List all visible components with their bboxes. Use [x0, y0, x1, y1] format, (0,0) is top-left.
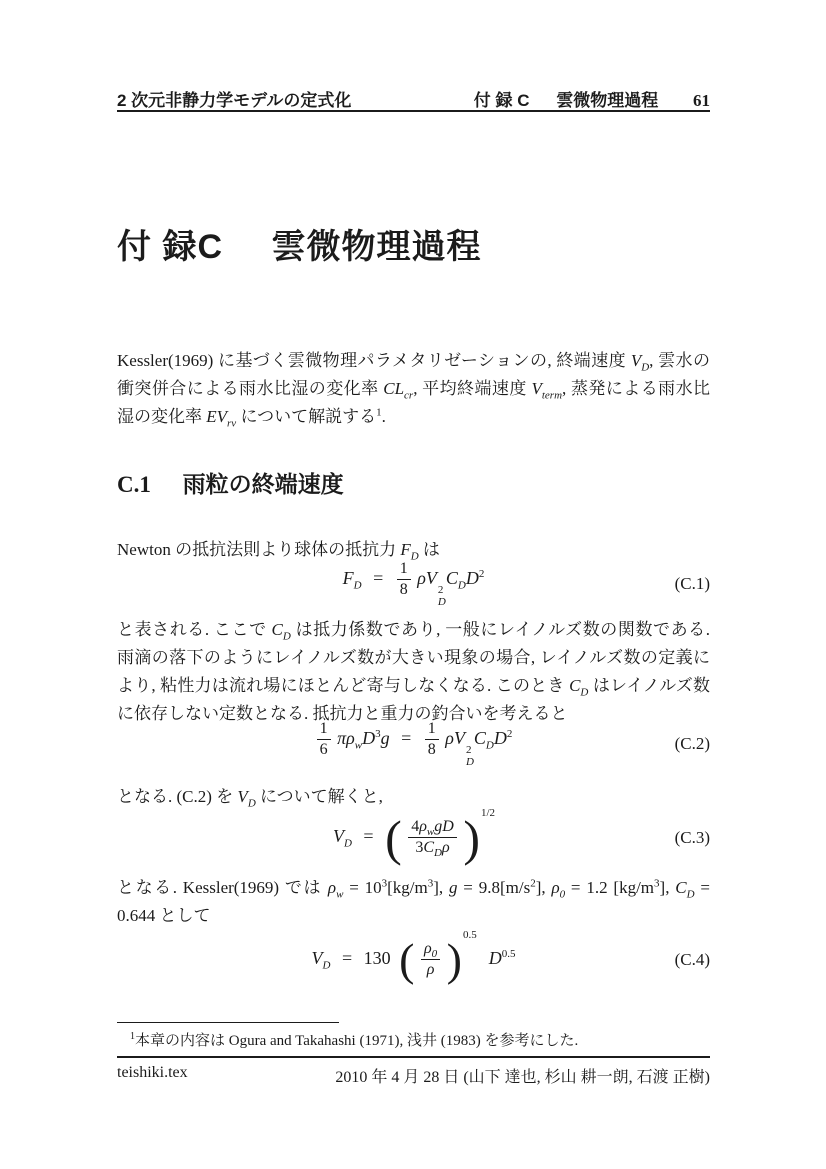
paragraph-newton: Newton の抵抗法則より球体の抵抗力 $F_D$ は — [117, 540, 440, 563]
math-equals: = — [401, 728, 412, 749]
equation-label: (C.1) — [674, 574, 710, 593]
section-title: 雨粒の終端速度 — [182, 471, 344, 497]
math-sub: w — [354, 740, 363, 753]
equation-c4 — [117, 928, 710, 992]
math-sub: D — [457, 580, 466, 593]
math-var: π — [337, 728, 347, 749]
math-var: C — [445, 568, 458, 589]
fraction — [408, 817, 457, 859]
paragraph-drag-coefficient: と表される. ここで $C_D$ は抵力係数であり, 一般にレイノルズ数の関数である. 雨滴の落下のようにレイノルズ数が大きい現象の場合, レイノルズ数の定義により, 粘性力は流れ場にほとんど寄与しなくなる. このとき $C_D$ はレイノルズ数に依存しない定数となる. 抵抗力と重力の釣合いを考えると — [117, 620, 710, 723]
section-heading — [117, 466, 344, 499]
fraction-numerator: $\rho_0$ — [423, 940, 438, 961]
fraction-numerator: 1 — [319, 720, 328, 738]
header-page-number: 61 — [693, 91, 710, 110]
fraction-numerator: $4\rho_wgD$ — [411, 818, 454, 839]
math-var: D — [362, 728, 376, 749]
paragraph-solve: となる. (C.2) を $V_D$ について解くと, — [117, 787, 383, 810]
equation-label: (C.2) — [674, 734, 710, 753]
footer-filename: teishiki.tex — [117, 1064, 188, 1081]
page-footer — [117, 1064, 710, 1087]
math-equals: = — [363, 826, 374, 847]
math-var: ρ — [346, 728, 355, 749]
math-equals: = — [341, 948, 353, 969]
math-var: V — [332, 826, 344, 847]
equation-c2-body — [315, 719, 513, 768]
math-var: V — [311, 948, 323, 969]
footnote-rule — [117, 1022, 339, 1023]
math-supsub: 2 D — [465, 744, 474, 769]
math-sub: D — [353, 580, 362, 593]
fraction-denominator: $3C_D\rho$ — [408, 837, 457, 859]
fraction-denominator: 8 — [397, 579, 411, 601]
math-var: V — [425, 568, 437, 589]
header-right — [474, 86, 710, 111]
equation-label: (C.3) — [674, 828, 710, 847]
equation-c3-body: $V_D$ = ( $\frac{4\rho_wgD}{3C_D\rho}$ )$^{1/2}$ — [332, 807, 496, 866]
paragraph-kessler-constants: となる. Kessler(1969) では $\rho_w = 10^3[kg/m^3]$, $g = 9.8[m/s^2]$, $\rho_0 = 1.2$ $[kg/m^3]$, $C_D = 0.644$ として — [117, 877, 710, 925]
math-sup: 3 — [375, 728, 381, 741]
section-number: C.1 — [117, 472, 151, 497]
equation-label: (C.4) — [674, 950, 710, 969]
chapter-name: 雲微物理過程 — [271, 228, 482, 266]
equation-c2 — [117, 718, 710, 770]
math-var: g — [380, 728, 390, 749]
chapter-title — [117, 219, 481, 268]
header-appendix-title: 雲微物理過程 — [556, 91, 659, 110]
math-var: D — [488, 948, 502, 969]
math-coefficient: 130 — [363, 948, 391, 969]
footer-rule — [117, 1056, 710, 1058]
fraction-numerator: 1 — [399, 560, 408, 578]
math-var: V — [453, 728, 465, 749]
fraction-numerator: 1 — [427, 720, 436, 738]
math-var: D — [465, 568, 479, 589]
header-left-title: 2 次元非静力学モデルの定式化 — [117, 91, 352, 110]
math-var: F — [342, 568, 354, 589]
intro-paragraph: Kessler(1969) に基づく雲微物理パラメタリゼーションの, 終端速度 $V_D$, 雲水の衝突併合による雨水比湿の変化率 $CL_{cr}$, 平均終端速度 $V_{term}$, 蒸発による雨水比湿の変化率 $EV_{rv}$ について解説する$^1$. — [117, 351, 711, 430]
math-supsub: 2 D — [437, 584, 446, 609]
header-appendix-label: 付 録 C — [473, 91, 530, 110]
math-var: ρ — [417, 568, 426, 589]
footnote-text: $^1$本章の内容は Ogura and Takahashi (1971), 浅井 (1983) を参考にした. — [130, 1031, 579, 1049]
equation-c4-body: $V_D = 130$ ( $\frac{\rho_0}{\rho}$ )$^{0.5}$ $D^{0.5}$ — [311, 929, 516, 985]
fraction-denominator: ρ — [421, 959, 440, 981]
page-header — [117, 86, 710, 111]
math-sup: 2 — [506, 728, 513, 741]
chapter-label: 付 録C — [117, 228, 223, 266]
header-rule — [117, 110, 710, 112]
fraction-denominator: 8 — [425, 739, 439, 761]
fraction — [421, 939, 440, 981]
math-sub: D — [322, 959, 331, 972]
footer-date-authors: 2010 年 4 月 28 日 (山下 達也, 杉山 耕一朗, 石渡 正樹) — [335, 1069, 710, 1086]
fraction — [317, 719, 331, 761]
equation-c1 — [117, 558, 710, 610]
equation-c1-body — [343, 559, 485, 608]
math-var: C — [473, 728, 486, 749]
math-var: D — [493, 728, 507, 749]
math-sup: 0.5 — [501, 948, 516, 961]
paren-exponent: 0.5 — [462, 929, 477, 942]
equation-c3 — [117, 806, 710, 870]
math-sub: D — [343, 837, 352, 850]
math-equals: = — [373, 568, 384, 589]
math-sup: 2 — [478, 568, 485, 581]
paren-exponent: 1/2 — [480, 807, 496, 820]
fraction — [425, 719, 439, 761]
math-sub: D — [485, 740, 494, 753]
math-var: ρ — [445, 728, 454, 749]
fraction — [397, 559, 411, 601]
fraction-denominator: 6 — [317, 739, 331, 761]
